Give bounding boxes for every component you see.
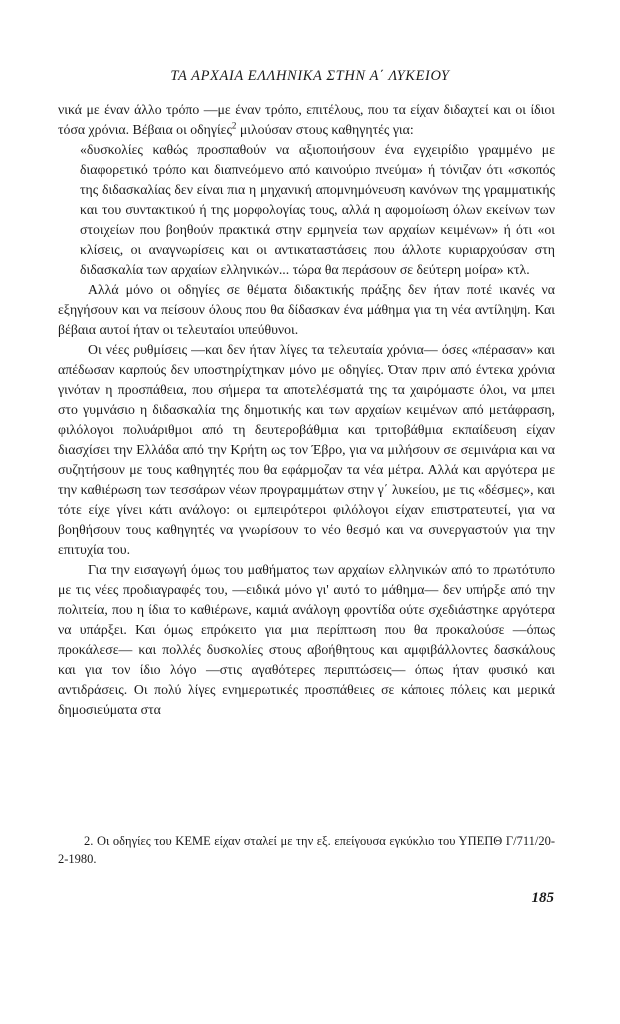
paragraph-1 bbox=[58, 100, 555, 140]
footnote: 2. Οι οδηγίες του ΚΕΜΕ είχαν σταλεί με την εξ. επείγουσα εγκύκλιο του ΥΠΕΠΘ Γ/711/20-2-1980. bbox=[58, 834, 555, 866]
paragraph-4: Για την εισαγωγή όμως του μαθήματος των αρχαίων ελληνικών από το πρωτότυπο με τις νέες προδιαγραφές του, —ειδικά μόνο γι' αυτό το μάθημα— δεν υπήρξε από την πολιτεία, που η ίδια το καθιέρωνε, καμιά ανάλογη φροντίδα ούτε σχεδιάστηκε αργότερα να υπάρξει. Και όμως επρόκειτο για μια περίπτωση που θα προκαλούσε —όπως προκάλεσε— και πολλές δυσκολίες στους αβοήθητους και αμφιβάλλοντες δασκάλους και για τον ίδιο λόγο —στις αγαθότερες περιπτώσεις— όπως ήταν φυσικό και αντιδράσεις. Οι πολύ λίγες ενημερωτικές προσπάθειες σε κάποιες πόλεις και μερικά δημοσιεύματα στα bbox=[58, 562, 555, 717]
running-header: ΤΑ ΑΡΧΑΙΑ ΕΛΛΗΝΙΚΑ ΣΤΗΝ Α΄ ΛΥΚΕΙΟΥ bbox=[170, 68, 450, 84]
body-text bbox=[58, 100, 555, 720]
paragraph-1-tail: μιλούσαν στους καθηγητές για: bbox=[236, 122, 414, 137]
paragraph-2: Αλλά μόνο οι οδηγίες σε θέματα διδακτικής πράξης δεν ήταν ποτέ ικανές να εξηγήσουν και να πείσουν όλους που θα δίδασκαν ένα μάθημα για τη νέα αντίληψη. Και βέβαια αυτοί ήταν οι τελευταίοι υπεύθυνοι. bbox=[58, 282, 555, 337]
footnote-reference: 2 bbox=[231, 120, 237, 131]
page-number: 185 bbox=[531, 890, 554, 906]
block-quote: «δυσκολίες καθώς προσπαθούν να αξιοποιήσουν ένα εγχειρίδιο γραμμένο με διαφορετικό τρόπο και διαπνεόμενο από καινούριο πνεύμα» ή τόνιζαν ότι «σκοπός της διδασκαλίας δεν είναι πια η μηχανική απομνημόνευση κανόνων της γραμματικής και του συντακτικού ή της μορφολογίας τους, αλλά η αφομοίωση όλων εκείνων των στοιχείων που βοηθούν πρακτικά στην ερμηνεία των αρχαίων κειμένων» ή ότι «οι κλίσεις, οι αναγνωρίσεις και οι αντικαταστάσεις που άλλοτε κυριαρχούσαν στη διδασκαλία των αρχαίων ελληνικών... τώρα θα περάσουν σε δεύτερη μοίρα» κτλ. bbox=[80, 142, 555, 277]
paragraph-1-text: νικά με έναν άλλο τρόπο —με έναν τρόπο, επιτέλους, που τα είχαν διδαχτεί και οι ίδιοι τόσα χρόνια. Βέβαια οι οδηγίες bbox=[58, 102, 555, 137]
paragraph-3: Οι νέες ρυθμίσεις —και δεν ήταν λίγες τα τελευταία χρόνια— όσες «πέρασαν» και απέδωσαν καρπούς δεν υποστηρίχτηκαν μόνο με οδηγίες. Όταν πριν από έντεκα χρόνια γινόταν η προσπάθεια, που σήμερα τα αποτελέσματά της τα χαιρόμαστε όλοι, να μπει στο γυμνάσιο η διδασκαλία της δημοτικής και των αρχαίων κειμένων από μετάφραση, φιλόλογοι πολυάριθμοι από τη δευτεροβάθμια και τριτοβάθμια εκπαίδευση είχαν διασχίσει την Ελλάδα από την Κρήτη ως τον Έβρο, για να μιλήσουν σε σεμινάρια και να συζητήσουν με τους καθηγητές που θα εφάρμοζαν τα νέα μέτρα. Αλλά και αργότερα με την καθιέρωση των τεσσάρων νέων προγραμμάτων στην γ΄ λυκείου, με τις «δέσμες», και τότε είχε γίνει κάτι ανάλογο: οι εμπειρότεροι φιλόλογοι είχαν επιστρατευτεί, για να βοηθήσουν τους καθηγητές να γνωρίσουν το νέο θεσμό και να συνεργαστούν για την επιτυχία του. bbox=[58, 342, 555, 557]
